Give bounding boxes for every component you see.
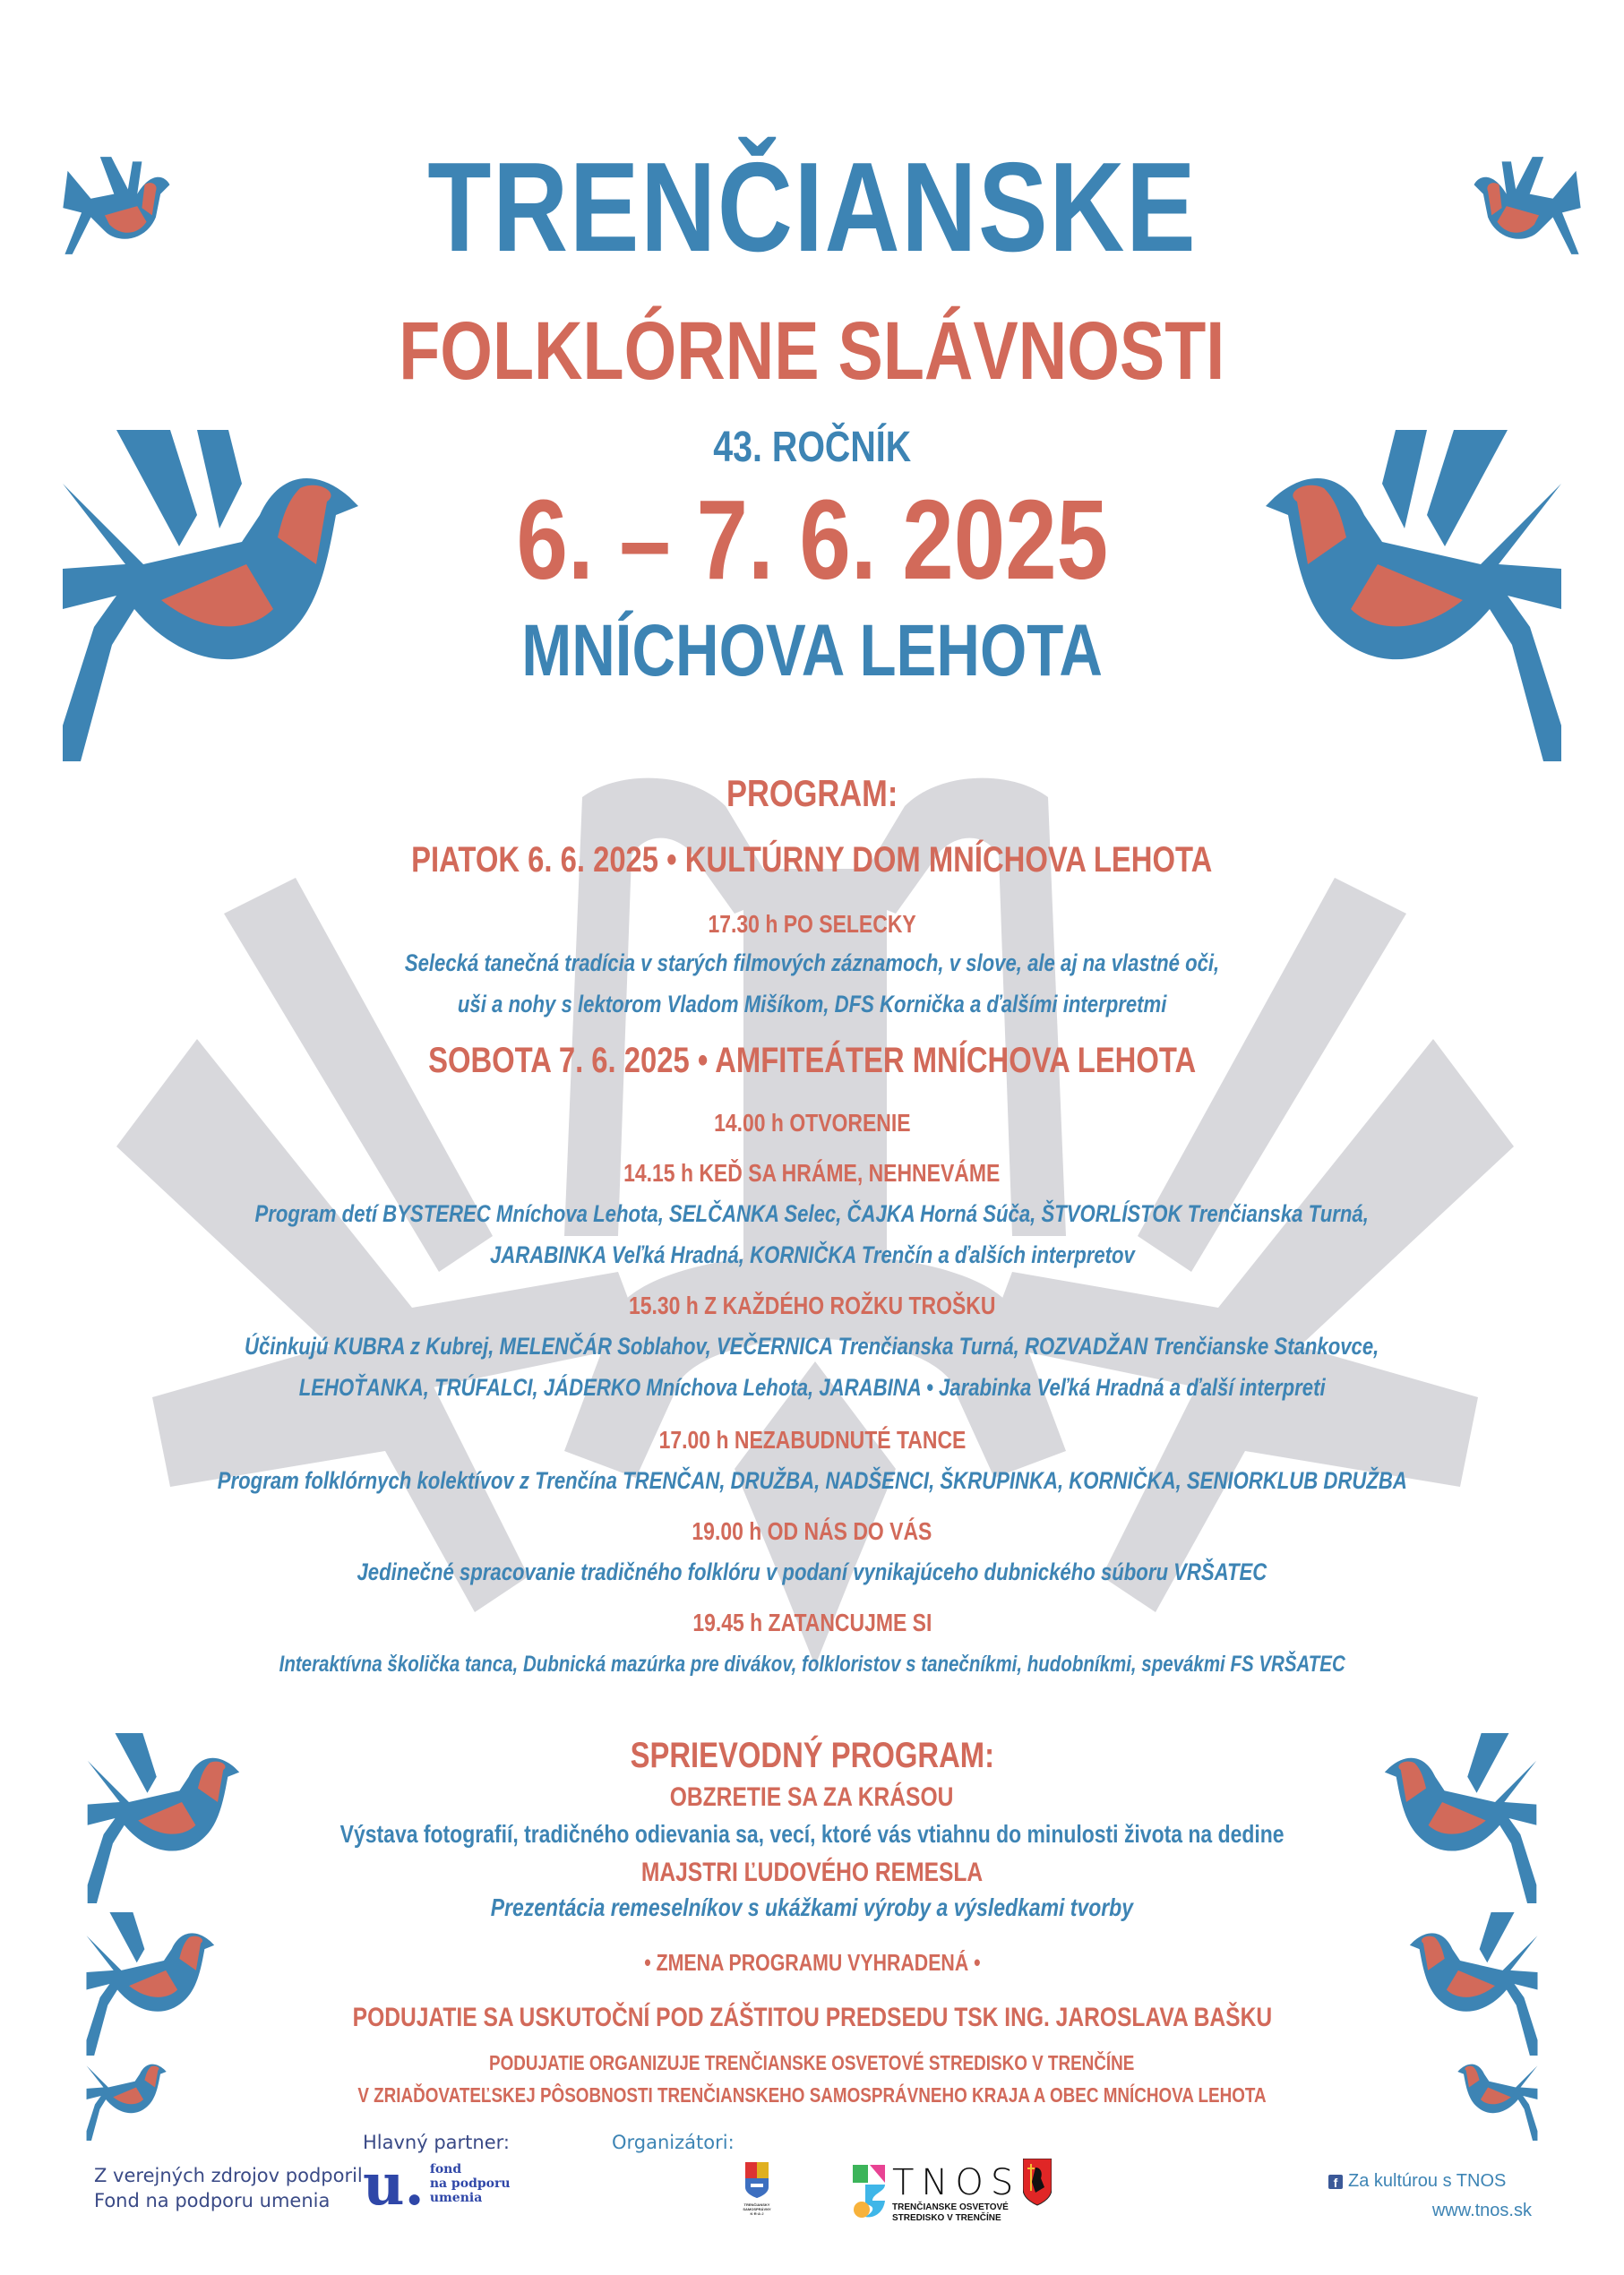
- festival-subtitle: FOLKLÓRNE SLÁVNOSTI: [399, 305, 1225, 397]
- festival-location: MNÍCHOVA LEHOTA: [521, 610, 1103, 691]
- municipality-crest-icon: [1023, 2159, 1052, 2207]
- event-description: JARABINKA Veľká Hradná, KORNIČKA Trenčín a ďalších interpretov: [489, 1241, 1135, 1268]
- tnos-logo-text: TNOS TRENČIANSKE OSVETOVÉ STREDISKO V TRENČÍNE: [892, 2162, 1021, 2223]
- organizers-label: Organizátori:: [612, 2132, 735, 2153]
- organizer-line: PODUJATIE ORGANIZUJE TRENČIANSKE OSVETOVÉ STREDISKO V TRENČÍNE: [489, 2051, 1135, 2074]
- edition-label: 43. ROČNÍK: [713, 424, 911, 471]
- event-title: 15.30 h Z KAŽDÉHO ROŽKU TROŠKU: [628, 1292, 996, 1319]
- main-partner-label: Hlavný partner:: [363, 2132, 510, 2153]
- tsk-logo-caption: TRENČIANSKY SAMOSPRÁVNY K·R·A·J: [743, 2202, 771, 2216]
- event-description: uši a nohy s lektorom Vladom Mišíkom, DFS Kornička a ďalšími interpretmi: [457, 991, 1167, 1017]
- event-description: Jedinečné spracovanie tradičného folklóru v podaní vynikajúceho dubnického súboru VRŠATEC: [357, 1558, 1267, 1585]
- fpu-logo-mark: u.: [363, 2151, 425, 2219]
- event-title: 17.00 h NEZABUDNUTÉ TANCE: [658, 1426, 966, 1454]
- event-description: Program folklórnych kolektívov z Trenčína TRENČAN, DRUŽBA, NADŠENCI, ŠKRUPINKA, KORNIČKA, SENIORKLUB DRUŽBA: [217, 1467, 1407, 1494]
- event-description: Selecká tanečná tradícia v starých filmových záznamoch, v slove, ale aj na vlastné oči,: [404, 949, 1220, 976]
- event-title: 17.30 h PO SELECKY: [708, 910, 916, 938]
- festival-title: TRENČIANSKE: [426, 136, 1198, 279]
- event-description: Interaktívna školička tanca, Dubnická mazúrka pre divákov, folkloristov s tanečníkmi, hudobníkmi, spevákmi FS VRŠATEC: [279, 1652, 1345, 1677]
- event-title: 14.00 h OTVORENIE: [713, 1109, 911, 1137]
- public-funding-note: Z verejných zdrojov podporil Fond na podporu umenia: [94, 2165, 363, 2211]
- patronage-notice: PODUJATIE SA USKUTOČNÍ POD ZÁŠTITOU PREDSEDU TSK ING. JAROSLAVA BAŠKU: [352, 2003, 1272, 2032]
- tsk-logo[interactable]: [739, 2162, 775, 2216]
- fpu-logo-text: fond na podporu umenia: [429, 2162, 511, 2205]
- accompanying-item-title: MAJSTRI ĽUDOVÉHO REMESLA: [640, 1858, 984, 1887]
- accompanying-item-title: OBZRETIE SA ZA KRÁSOU: [670, 1782, 954, 1812]
- day-heading-friday: PIATOK 6. 6. 2025 • KULTÚRNY DOM MNÍCHOVA LEHOTA: [411, 840, 1213, 880]
- tsk-crest-icon: [745, 2162, 769, 2198]
- accompanying-item-description: Prezentácia remeselníkov s ukážkami výroby a výsledkami tvorby: [490, 1893, 1134, 1921]
- program-heading: PROGRAM:: [726, 772, 898, 814]
- facebook-icon: f: [1328, 2175, 1343, 2189]
- event-description: Program detí BYSTEREC Mníchova Lehota, SELČANKA Selec, ČAJKA Horná Súča, ŠTVORLÍSTOK Trenčianska Turná,: [254, 1200, 1370, 1227]
- folk-bird-bottom-right-2-icon: [1405, 1912, 1539, 2056]
- event-description: LEHOŤANKA, TRÚFALCI, JÁDERKO Mníchova Lehota, JARABINA • Jarabinka Veľká Hradná a ďalší interpreti: [298, 1374, 1326, 1401]
- program-change-notice: • ZMENA PROGRAMU VYHRADENÁ •: [643, 1949, 981, 1976]
- festival-dates: 6. – 7. 6. 2025: [516, 476, 1108, 603]
- tnos-logo[interactable]: [853, 2162, 1021, 2224]
- day-heading-saturday: SOBOTA 7. 6. 2025 • AMFITEÁTER MNÍCHOVA LEHOTA: [427, 1041, 1197, 1080]
- accompanying-item-description: Výstava fotografií, tradičného odievania sa, vecí, ktoré vás vtiahnu do minulosti života na dedine: [339, 1820, 1285, 1848]
- facebook-link[interactable]: f Za kultúrou s TNOS: [1328, 2171, 1506, 2192]
- event-title: 14.15 h KEĎ SA HRÁME, NEHNEVÁME: [623, 1159, 1001, 1187]
- folk-bird-bottom-left-2-icon: [85, 1912, 219, 2056]
- accompanying-heading: SPRIEVODNÝ PROGRAM:: [630, 1736, 994, 1775]
- website-link[interactable]: www.tnos.sk: [1431, 2201, 1532, 2220]
- fpu-logo[interactable]: [363, 2151, 511, 2221]
- event-title: 19.00 h OD NÁS DO VÁS: [692, 1517, 932, 1545]
- organizer-line: V ZRIAĎOVATEĽSKEJ PÔSOBNOSTI TRENČIANSKEHO SAMOSPRÁVNEHO KRAJA A OBEC MNÍCHOVA LEHOTA: [357, 2083, 1267, 2107]
- event-title: 19.45 h ZATANCUJME SI: [692, 1609, 932, 1636]
- mnichova-lehota-crest[interactable]: [1023, 2159, 1052, 2211]
- event-description: Účinkujú KUBRA z Kubrej, MELENČÁR Soblahov, VEČERNICA Trenčianska Turná, ROZVADŽAN Trenčianske Stankovce,: [245, 1333, 1379, 1360]
- tnos-logo-mark-icon: [853, 2165, 885, 2219]
